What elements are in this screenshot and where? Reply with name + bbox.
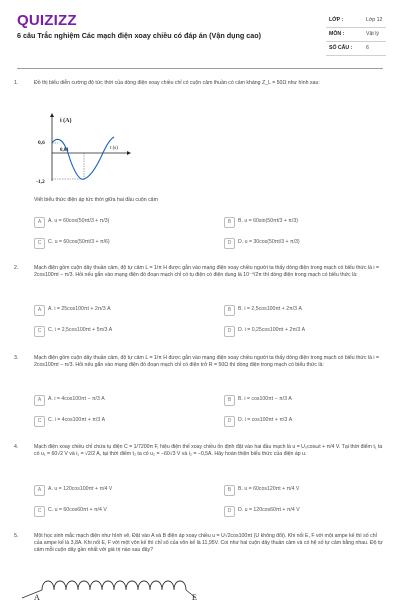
x-axis-arrow <box>127 151 131 155</box>
option-letter: A <box>34 395 45 406</box>
question-5 <box>14 533 386 573</box>
circuit-figure <box>14 572 214 600</box>
x-axis-label: t (s) <box>110 146 118 151</box>
question-number: 4. <box>14 444 19 450</box>
meta-row-count <box>326 42 386 56</box>
option-text: C. u = 60cos(50πt/3 + π/6) <box>48 239 110 245</box>
option-text: C. i = 4cos100πt + π/3 A <box>48 417 106 423</box>
question-text: Mạch điện gồm cuộn dây thuần cảm, độ tự cảm L = 1/π H được gắn vào mạng điện xoay chiều người ta thấy dòng điện trong mạch có biểu thức là i = 2cos100πt − π/3. Hỏi nếu gắn vào mạng điện đó đoạn mạch chỉ có tụ điện có điện dung là 10⁻⁴/2π thì dòng điện trong mạch có biểu thức là: <box>34 265 380 279</box>
option-letter: D <box>224 506 235 517</box>
meta-value: Lớp 12 <box>366 17 383 23</box>
meta-key: SỐ CÂU : <box>329 45 353 51</box>
option-text: D. i = cos100πt + π/3 A <box>238 417 293 423</box>
x-mark-tick: 0,01 <box>60 148 69 153</box>
question-number: 5. <box>14 533 19 539</box>
option-text: B. i = 2,5cos100πt + 2π/3 A <box>238 306 302 312</box>
meta-key: LỚP : <box>329 17 344 23</box>
option-letter: C <box>34 326 45 337</box>
question-2 <box>14 265 386 345</box>
option-text: B. i = cos100πt − π/3 A <box>238 396 292 402</box>
meta-value: 6 <box>366 45 369 51</box>
question-text: Đồ thị biểu diễn cường độ tức thời của dòng điện xoay chiều chỉ có cuộn cảm thuần có cảm kháng Z_L = 50Ω như hình sau: <box>34 80 320 86</box>
quizizz-logo: QUIZIZZ <box>17 12 77 29</box>
node-e-label: E <box>192 593 197 600</box>
current-time-graph <box>32 113 132 191</box>
option-letter: A <box>34 217 45 228</box>
y-axis-arrow <box>50 113 54 117</box>
option-text: A. i = 25cos100πt + 2π/3 A <box>48 306 111 312</box>
y-bottom-tick: -1,2 <box>36 179 45 185</box>
option-text: B. u = 60cos120πt + π/4 V <box>238 486 300 492</box>
question-number: 3. <box>14 355 19 361</box>
question-number: 2. <box>14 265 19 271</box>
node-a-label: A <box>34 593 40 600</box>
question-number: 1. <box>14 80 19 86</box>
option-letter: D <box>224 416 235 427</box>
document-title: 6 câu Trắc nghiệm Các mạch điện xoay chiều có đáp án (Vận dụng cao) <box>17 31 262 40</box>
page-header <box>0 0 400 62</box>
option-letter: C <box>34 506 45 517</box>
question-followup: Viết biểu thức điện áp tức thời giữa hai đầu cuộn cảm <box>34 197 158 203</box>
question-3 <box>14 355 386 435</box>
option-letter: D <box>224 326 235 337</box>
option-letter: B <box>224 395 235 406</box>
option-letter: A <box>34 485 45 496</box>
option-text: A. i = 4cos100πt − π/3 A <box>48 396 105 402</box>
option-text: B. u = 60sin(50πt/3 + π/3) <box>238 218 298 224</box>
question-text: Mạch điện gồm cuộn dây thuần cảm, độ tự cảm L = 1/π H được gắn vào mạng điện xoay chiều người ta thấy dòng điện trong mạch có biểu thức là i = 2cos100πt − π/3. Hỏi nếu gắn vào mạng điện đó đoạn mạch chỉ có điện trở R = 50Ω thì dòng điện trong mạch có biểu thức là: <box>34 355 380 369</box>
question-4 <box>14 444 386 529</box>
option-text: C. i = 2,5cos100πt + 5π/3 A <box>48 327 113 333</box>
option-text: C. u = 60cos60πt + π/4 V <box>48 507 107 513</box>
y-top-tick: 0,6 <box>38 140 45 146</box>
option-letter: A <box>34 305 45 316</box>
question-text: Mạch điện xoay chiều chỉ chứa tụ điện C = 1/7200π F, hiệu điện thế xoay chiều ổn định đặt vào hai đầu mạch là u = U₀cosωt + π/4 V. Tại thời điểm t₁ ta có u₁ = 60√2 V và i₁ = √2/2 A, tại thời điểm t₂ ta có u₂ = −60√3 V và i₂ = −0,5A. Hãy hoàn thiện biểu thức của điện áp u. <box>34 444 383 458</box>
option-text: D. i = 0,25cos100πt + 2π/3 A <box>238 327 306 333</box>
option-letter: B <box>224 217 235 228</box>
option-letter: C <box>34 416 45 427</box>
header-divider <box>17 68 383 69</box>
meta-value: Vật lý <box>366 31 379 37</box>
option-text: D. u = 120cos60πt + π/4 V <box>238 507 300 513</box>
meta-row-subject <box>326 28 386 42</box>
option-letter: D <box>224 238 235 249</box>
inductor-coil <box>42 581 186 590</box>
option-letter: C <box>34 238 45 249</box>
question-text: Một học sinh mắc mạch điện như hình vẽ. Đặt vào A và B điện áp xoay chiều u = U√2cos100πt (U không đổi). Khi nối E, F với một ampe kế thì số chỉ của ampe kế là 3,8A. Khi nối E, F với một vôn kế thì chỉ số của vôn kế là 11,95V. Coi như hai cuộn dây thuần cảm và có hệ số tự cảm bằng nhau. Độ tự cảm mỗi cuộn dây gần nhất với giá trị nào sau đây? <box>34 533 383 554</box>
option-text: D. u = 30cos(50πt/3 + π/3) <box>238 239 300 245</box>
option-letter: B <box>224 305 235 316</box>
meta-table <box>326 14 386 56</box>
option-letter: B <box>224 485 235 496</box>
y-axis-label: i (A) <box>60 118 72 124</box>
meta-key: MÔN : <box>329 31 345 37</box>
current-curve <box>52 137 114 179</box>
option-text: A. u = 120cos100πt + π/4 V <box>48 486 113 492</box>
option-text: A. u = 60cos(50πt/3 + π/3) <box>48 218 110 224</box>
meta-row-class <box>326 14 386 28</box>
